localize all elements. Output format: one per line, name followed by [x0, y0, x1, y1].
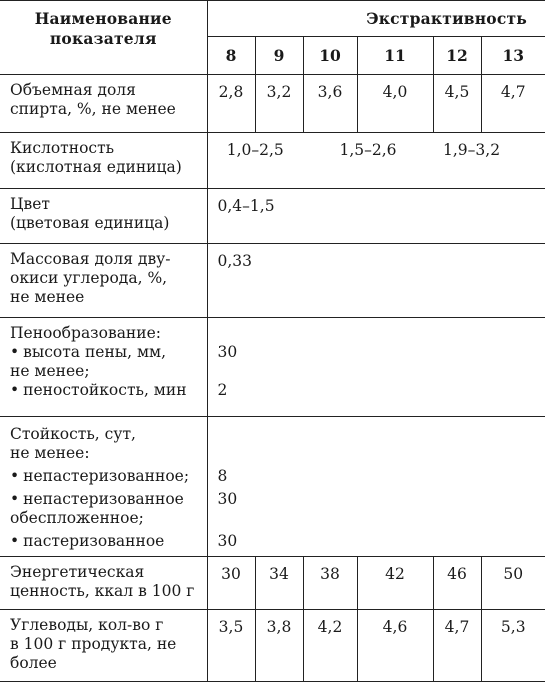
- label-line: Цвет: [10, 195, 50, 213]
- row-label-energy: [0, 557, 207, 610]
- column-header-8: 8: [207, 37, 255, 75]
- range-cell-10-11: 1,5–2,6: [303, 133, 433, 189]
- unpasteurized-clarified-value: 30: [217, 490, 238, 508]
- label-line: Объемная доля: [10, 81, 136, 99]
- column-header-10: 10: [303, 37, 357, 75]
- label-line: не менее:: [10, 444, 90, 462]
- value-cell: 46: [433, 557, 481, 610]
- row-label-co2: [0, 244, 207, 318]
- bullet-item: • высота пены, мм,: [10, 343, 203, 362]
- value-cell: 50: [481, 557, 545, 610]
- value-cell: 42: [357, 557, 433, 610]
- label-line: (кислотная единица): [10, 158, 182, 176]
- label-line: в 100 г продукта, не: [10, 635, 177, 653]
- row-label-carbs: [0, 610, 207, 682]
- row-label-color: [0, 189, 207, 244]
- label-line: обеспложенное;: [10, 509, 144, 527]
- value-cell: 4,0: [357, 75, 433, 133]
- row-label-foam: [0, 318, 207, 417]
- table-row-energy: [0, 557, 545, 610]
- label-line: Стойкость, сут,: [10, 425, 136, 443]
- column-header-11: 11: [357, 37, 433, 75]
- extractivity-header: Экстрактивность: [207, 1, 545, 37]
- label-line: более: [10, 654, 57, 672]
- label-line: ценность, ккал в 100 г: [10, 582, 195, 600]
- range-cell-8-9: 1,0–2,5: [207, 133, 303, 189]
- label-line: Кислотность: [10, 139, 115, 157]
- table-row-color: [0, 189, 545, 244]
- stability-values-cell: [207, 417, 545, 557]
- value-cell: 5,3: [481, 610, 545, 682]
- pasteurized-value: 30: [217, 532, 238, 550]
- value-cell: 4,5: [433, 75, 481, 133]
- label-line: спирта, %, не менее: [10, 100, 176, 118]
- header-row-1: [0, 1, 545, 37]
- value-cell: 3,2: [255, 75, 303, 133]
- column-header-12: 12: [433, 37, 481, 75]
- table-row-foam: [0, 318, 545, 417]
- label-line: не менее: [10, 288, 85, 306]
- table-row-alcohol: [0, 75, 545, 133]
- value-cell: 2,8: [207, 75, 255, 133]
- label-line: Энергетическая: [10, 563, 145, 581]
- range-cell-12-13: 1,9–3,2: [433, 133, 545, 189]
- header-name-line-2: показателя: [49, 29, 157, 48]
- table-row-co2: [0, 244, 545, 318]
- value-cell: 4,6: [357, 610, 433, 682]
- value-cell: 3,6: [303, 75, 357, 133]
- foam-stability-value: 2: [217, 381, 228, 399]
- column-header-13: 13: [481, 37, 545, 75]
- label-line: не менее;: [10, 362, 90, 380]
- table-row-carbs: [0, 610, 545, 682]
- color-value-cell: 0,4–1,5: [207, 189, 545, 244]
- row-label-alcohol: [0, 75, 207, 133]
- foam-height-value: 30: [217, 343, 238, 361]
- value-cell: 30: [207, 557, 255, 610]
- table-row-stability: [0, 417, 545, 557]
- co2-value-cell: 0,33: [207, 244, 545, 318]
- foam-values-cell: [207, 318, 545, 417]
- column-header-9: 9: [255, 37, 303, 75]
- label-line: Углеводы, кол-во г: [10, 616, 164, 634]
- bullet-item: • непастеризованное;: [10, 467, 203, 486]
- label-line: Пенообразование:: [10, 324, 161, 342]
- indicator-name-header: [0, 1, 207, 75]
- label-line: окиси углерода, %,: [10, 269, 168, 287]
- bullet-item: • пастеризованное: [10, 532, 203, 551]
- value-cell: 4,7: [433, 610, 481, 682]
- value-cell: 3,5: [207, 610, 255, 682]
- label-line: Массовая доля дву-: [10, 250, 171, 268]
- row-label-stability: [0, 417, 207, 557]
- unpasteurized-value: 8: [217, 467, 228, 485]
- value-cell: 4,7: [481, 75, 545, 133]
- bullet-item: • непастеризованное: [10, 490, 203, 509]
- label-line: (цветовая единица): [10, 214, 170, 232]
- value-cell: 3,8: [255, 610, 303, 682]
- value-cell: 4,2: [303, 610, 357, 682]
- value-cell: 38: [303, 557, 357, 610]
- value-cell: 34: [255, 557, 303, 610]
- row-label-acidity: [0, 133, 207, 189]
- bullet-item: • пеностойкость, мин: [10, 381, 203, 400]
- table-row-acidity: [0, 133, 545, 189]
- header-name-line-1: Наименование: [34, 9, 172, 28]
